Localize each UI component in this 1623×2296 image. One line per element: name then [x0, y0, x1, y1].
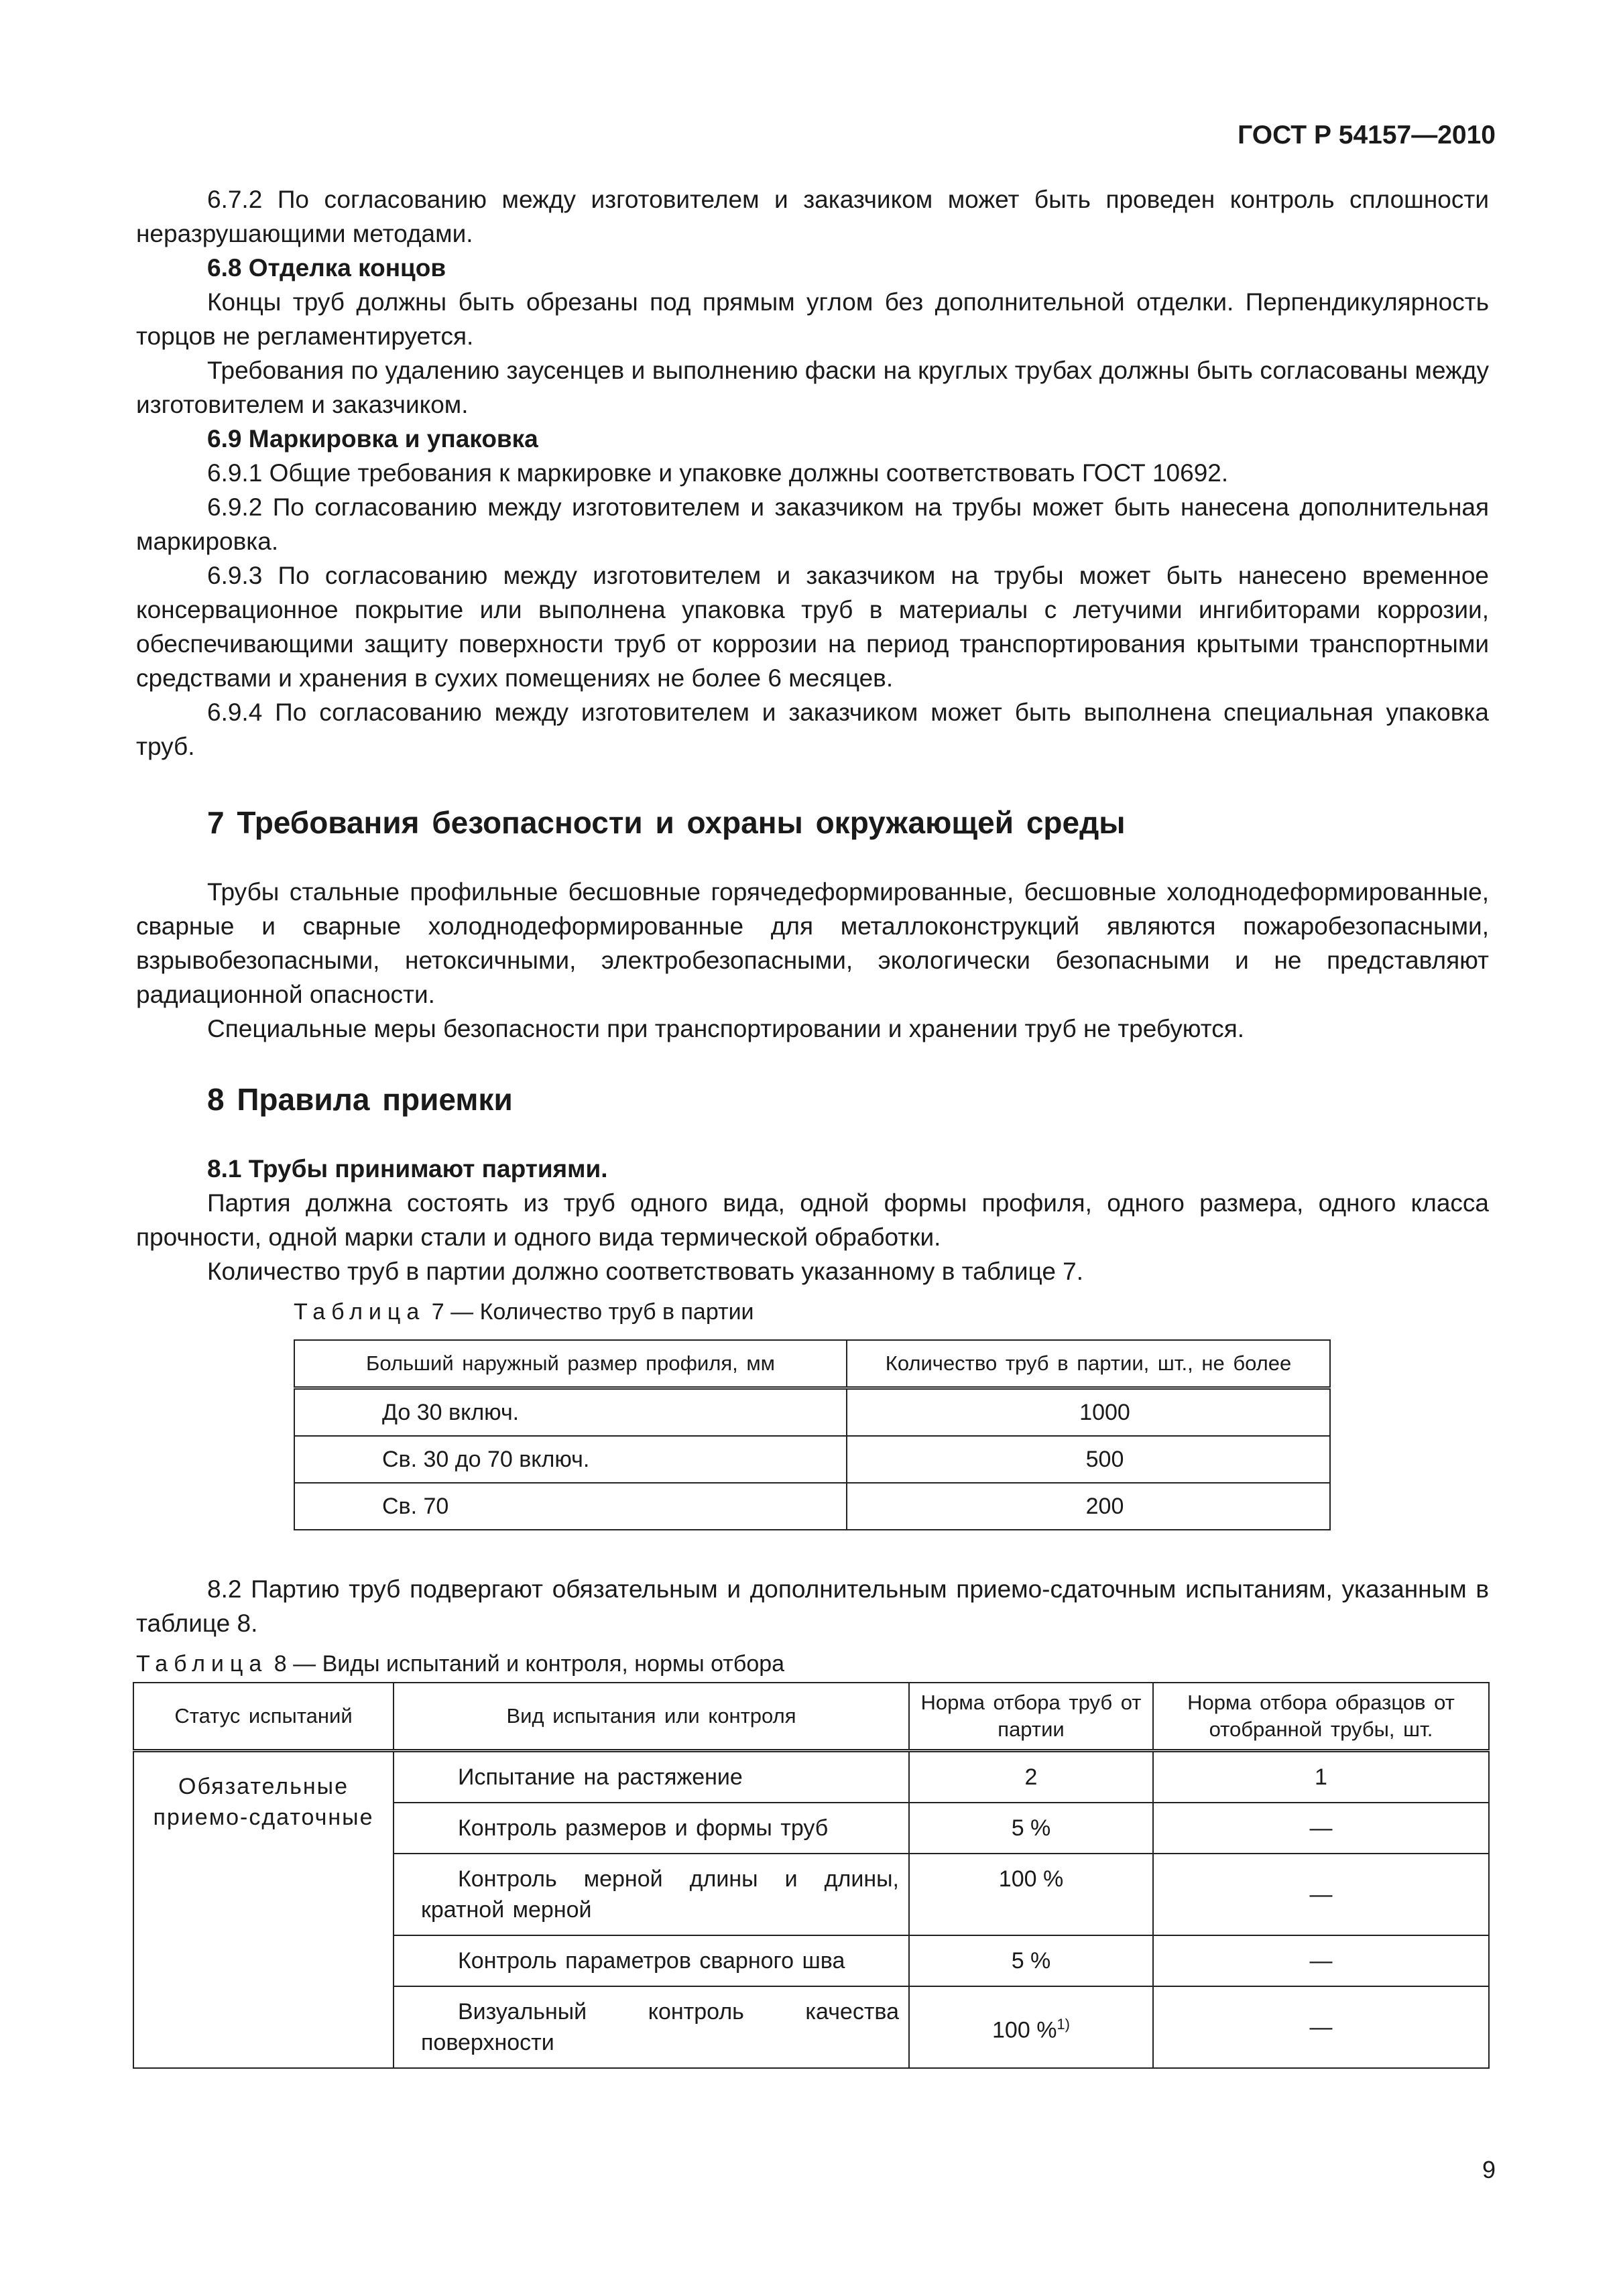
paragraph-7-b: Специальные меры безопасности при транспортировании и хранении труб не требуются. [207, 1015, 1245, 1042]
paragraph-6-9-1: 6.9.1 Общие требования к маркировке и упаковке должны соответствовать ГОСТ 10692. [207, 459, 1229, 487]
table-8-samples-cell: — [1153, 1935, 1489, 1986]
table-row [294, 1436, 1330, 1483]
table-7-header-row [294, 1340, 1330, 1388]
table-8 [133, 1682, 1490, 2069]
paragraph-6-8-a: Концы труб должны быть обрезаны под прямым углом без дополнительной отделки. Перпендикулярность торцов не регламентируется. [136, 288, 1489, 350]
table-7-header-count: Количество труб в партии, шт., не более [847, 1340, 1330, 1388]
table-8-caption [136, 1648, 1489, 1679]
table-7-cell: 1000 [847, 1388, 1330, 1437]
table-8-test-cell: Контроль размеров и формы труб [394, 1803, 909, 1854]
table-8-header-row [133, 1683, 1489, 1751]
table-7 [294, 1339, 1331, 1530]
table-8-caption-title: 8 — Виды испытаний и контроля, нормы отбора [274, 1651, 785, 1677]
table-7-cell: Св. 70 [294, 1483, 847, 1530]
table-8-test-cell: Испытание на растяжение [394, 1751, 909, 1803]
heading-6-8: 6.8 Отделка концов [207, 254, 446, 282]
table-7-cell: До 30 включ. [294, 1388, 847, 1437]
table-7-cell: 500 [847, 1436, 1330, 1483]
table-8-test-cell: Контроль мерной длины и длины, кратной мерной [394, 1854, 909, 1935]
table-8-caption-word: Таблица [136, 1651, 268, 1677]
table-7-caption-word: Таблица [294, 1299, 426, 1325]
table-8-norm-cell: 100 % [909, 1854, 1153, 1935]
paragraph-6-8-b: Требования по удалению заусенцев и выполнению фаски на круглых трубах должны быть согласованы между изготовителем и заказчиком. [136, 357, 1489, 418]
document-header: ГОСТ Р 54157—2010 [1238, 121, 1496, 149]
table-7-caption [136, 1296, 1489, 1327]
table-8-samples-cell: — [1153, 1803, 1489, 1854]
table-7-cell: Св. 30 до 70 включ. [294, 1436, 847, 1483]
table-8-norm-cell [909, 1986, 1153, 2068]
paragraph-8-1-a: Партия должна состоять из труб одного вида, одной формы профиля, одного размера, одного класса прочности, одной марки стали и одного вида термической обработки. [136, 1189, 1489, 1251]
table-8-norm-value: 100 % [992, 2017, 1057, 2043]
paragraph-8-1-b: Количество труб в партии должно соответствовать указанному в таблице 7. [207, 1258, 1084, 1285]
table-8-header-samples: Норма отбора образцов от отобранной трубы, шт. [1153, 1683, 1489, 1751]
paragraph-7-a: Трубы стальные профильные бесшовные горячедеформированные, бесшовные холоднодеформированные, сварные и сварные холоднодеформированные для металлоконструкций являются пожаробезопасными, взрывобезопасными, нетоксичными, электробезопасными, экологически безопасными и не представляют радиационной опасности. [136, 878, 1489, 1008]
heading-section-7: 7 Требования безопасности и охраны окружающей среды [207, 805, 1126, 840]
table-8-test-cell: Визуальный контроль качества поверхности [394, 1986, 909, 2068]
paragraph-6-7-2: 6.7.2 По согласованию между изготовителем и заказчиком может быть проведен контроль сплошности неразрушающими методами. [136, 186, 1489, 247]
footnote-marker: 1) [1057, 2015, 1070, 2033]
table-8-header-test: Вид испытания или контроля [394, 1683, 909, 1751]
page-number: 9 [1482, 2156, 1496, 2183]
table-8-header-norm: Норма отбора труб от партии [909, 1683, 1153, 1751]
table-8-test-cell: Контроль параметров сварного шва [394, 1935, 909, 1986]
table-8-norm-cell: 2 [909, 1751, 1153, 1803]
heading-8-1: 8.1 Трубы принимают партиями. [207, 1155, 608, 1183]
table-8-norm-cell: 5 % [909, 1803, 1153, 1854]
paragraph-6-9-4: 6.9.4 По согласованию между изготовителем и заказчиком может быть выполнена специальная упаковка труб. [136, 699, 1489, 760]
table-row [294, 1388, 1330, 1437]
paragraph-8-2: 8.2 Партию труб подвергают обязательным и дополнительным приемо-сдаточным испытаниям, указанным в таблице 8. [136, 1575, 1489, 1637]
paragraph-6-9-3: 6.9.3 По согласованию между изготовителем и заказчиком на трубы может быть нанесено временное консервационное покрытие или выполнена упаковка труб в материалы с летучими ингибиторами коррозии, обеспечивающими защиту поверхности труб от коррозии на период транспортирования крытыми транспортными средствами и хранения в сухих помещениях не более 6 месяцев. [136, 562, 1489, 692]
table-row [133, 1751, 1489, 1803]
table-8-norm-cell: 5 % [909, 1935, 1153, 1986]
table-7-caption-title: 7 — Количество труб в партии [431, 1299, 754, 1325]
paragraph-6-9-2: 6.9.2 По согласованию между изготовителем и заказчиком на трубы может быть нанесена дополнительная маркировка. [136, 493, 1489, 555]
page-content [136, 182, 1489, 2069]
table-8-status-cell: Обязательные приемо-сдаточные [133, 1751, 394, 2069]
table-7-header-size: Больший наружный размер профиля, мм [294, 1340, 847, 1388]
table-8-samples-cell: — [1153, 1986, 1489, 2068]
table-8-samples-cell: — [1153, 1854, 1489, 1935]
table-row [294, 1483, 1330, 1530]
table-8-header-status: Статус испытаний [133, 1683, 394, 1751]
table-7-cell: 200 [847, 1483, 1330, 1530]
heading-section-8: 8 Правила приемки [207, 1082, 513, 1117]
heading-6-9: 6.9 Маркировка и упаковка [207, 425, 538, 452]
table-8-samples-cell: 1 [1153, 1751, 1489, 1803]
